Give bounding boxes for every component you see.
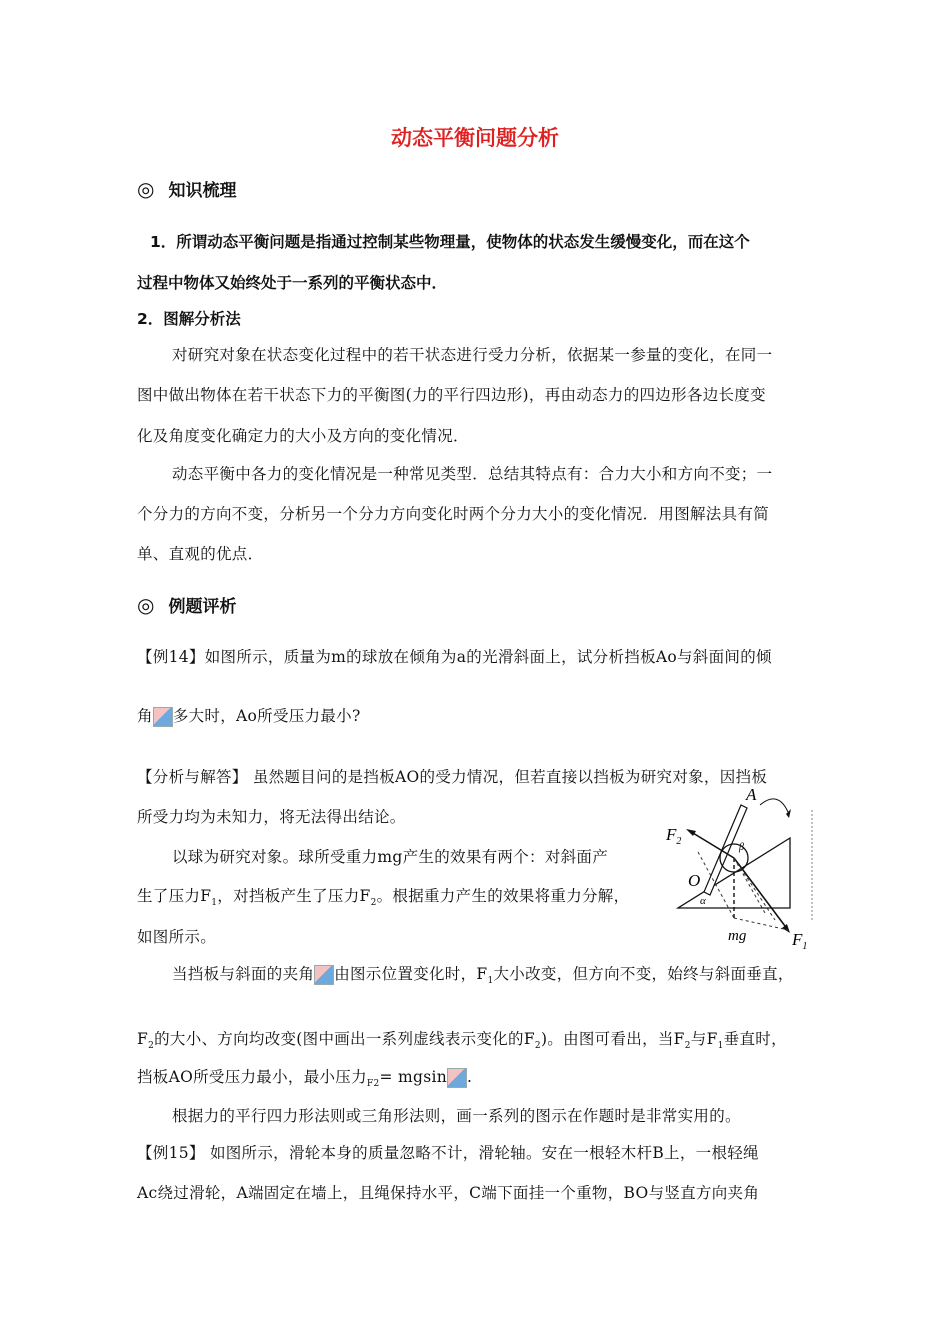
paragraph-1-line-1: 1．所谓动态平衡问题是指通过控制某些物理量，使物体的状态发生缓慢变化，而在这个: [150, 233, 750, 251]
section-knowledge: [137, 176, 236, 201]
double-circle-icon: ◎: [137, 593, 155, 617]
paragraph-3-line-1: 对研究对象在状态变化过程中的若干状态进行受力分析，依据某一参量的变化，在同一: [172, 346, 773, 364]
paragraph-3-line-3: 化及角度变化确定力的大小及方向的变化情况．: [137, 427, 469, 445]
label-alpha: α: [700, 895, 706, 907]
analysis-line-2: 所受力均为未知力，将无法得出结论。: [137, 808, 406, 826]
f2-arrowhead: [686, 829, 696, 836]
label-f2: $F_2$: [666, 825, 682, 847]
analysis-line-3: 以球为研究对象。球所受重力mg产生的效果有两个：对斜面产: [172, 848, 609, 866]
analysis-line-9: 根据力的平行四力形法则或三角形法则，画一系列的图示在作题时是非常实用的。: [172, 1107, 741, 1125]
analysis-line-1: 【分析与解答】 虽然题目问的是挡板AO的受力情况，但若直接以挡板为研究对象，因挡板: [137, 768, 768, 786]
analysis-line-8: 挡板AO所受压力最小，最小压力$_{F2}$= mgsin .: [137, 1068, 473, 1090]
label-a: A: [746, 785, 757, 804]
analysis-line-7: $F_2$的大小、方向均改变(图中画出一系列虚线表示变化的$F_2$)。由图可看出，当$F_2$与$F_1$垂直时，: [137, 1030, 787, 1052]
double-circle-icon: ◎: [137, 177, 155, 201]
analysis-line-6: 当挡板与斜面的夹角 由图示位置变化时，$F_1$大小改变，但方向不变，始终与斜面垂直，: [172, 965, 794, 987]
example-15-line-1: 【例15】 如图所示，滑轮本身的质量忽略不计，滑轮轴。安在一根轻木杆B上，一根轻绳: [137, 1144, 759, 1162]
section-heading: 知识梳理: [168, 181, 237, 201]
page-title: 动态平衡问题分析: [391, 126, 559, 150]
analysis-line-4: 生了压力$F_1$，对挡板产生了压力$F_2$。根据重力产生的效果将重力分解，: [137, 887, 630, 909]
paragraph-4-line-2: 个分力的方向不变，分析另一个分力方向变化时两个分力大小的变化情况．用图解法具有简: [137, 505, 770, 523]
paragraph-4-line-1: 动态平衡中各力的变化情况是一种常见类型．总结其特点有：合力大小和方向不变；一: [172, 465, 773, 483]
force-f1-arrow: [734, 858, 788, 930]
broken-image-icon: [447, 1068, 467, 1088]
label-mg: mg: [728, 928, 747, 944]
label-f1: $F_1$: [792, 930, 808, 952]
rotation-arrow: [760, 799, 788, 812]
paragraph-2-heading: 2．图解分析法: [137, 310, 241, 328]
dashed-force-line: [734, 858, 765, 913]
paragraph-4-line-3: 单、直观的优点．: [137, 545, 264, 563]
example-14-line-1: 【例14】如图所示，质量为m的球放在倾角为a的光滑斜面上，试分析挡板Ao与斜面间的倾: [137, 648, 772, 666]
label-beta: β: [739, 842, 744, 853]
example-14-line-2: 角 多大时，Ao所受压力最小?: [137, 707, 361, 725]
paragraph-3-line-2: 图中做出物体在若干状态下力的平衡图(力的平行四边形)，再由动态力的四边形各边长度变: [137, 386, 766, 404]
broken-image-icon: [153, 707, 173, 727]
example-15-line-2: Ac绕过滑轮，A端固定在墙上，且绳保持水平，C端下面挂一个重物，BO与竖直方向夹角: [137, 1184, 760, 1202]
paragraph-1-line-2: 过程中物体又始终处于一系列的平衡状态中．: [137, 274, 448, 292]
broken-image-icon: [314, 965, 334, 985]
analysis-line-5: 如图所示。: [137, 928, 217, 946]
section-examples: [137, 592, 236, 617]
label-o: O: [688, 871, 701, 890]
force-diagram: [660, 780, 825, 955]
section-heading: 例题评析: [168, 597, 237, 617]
